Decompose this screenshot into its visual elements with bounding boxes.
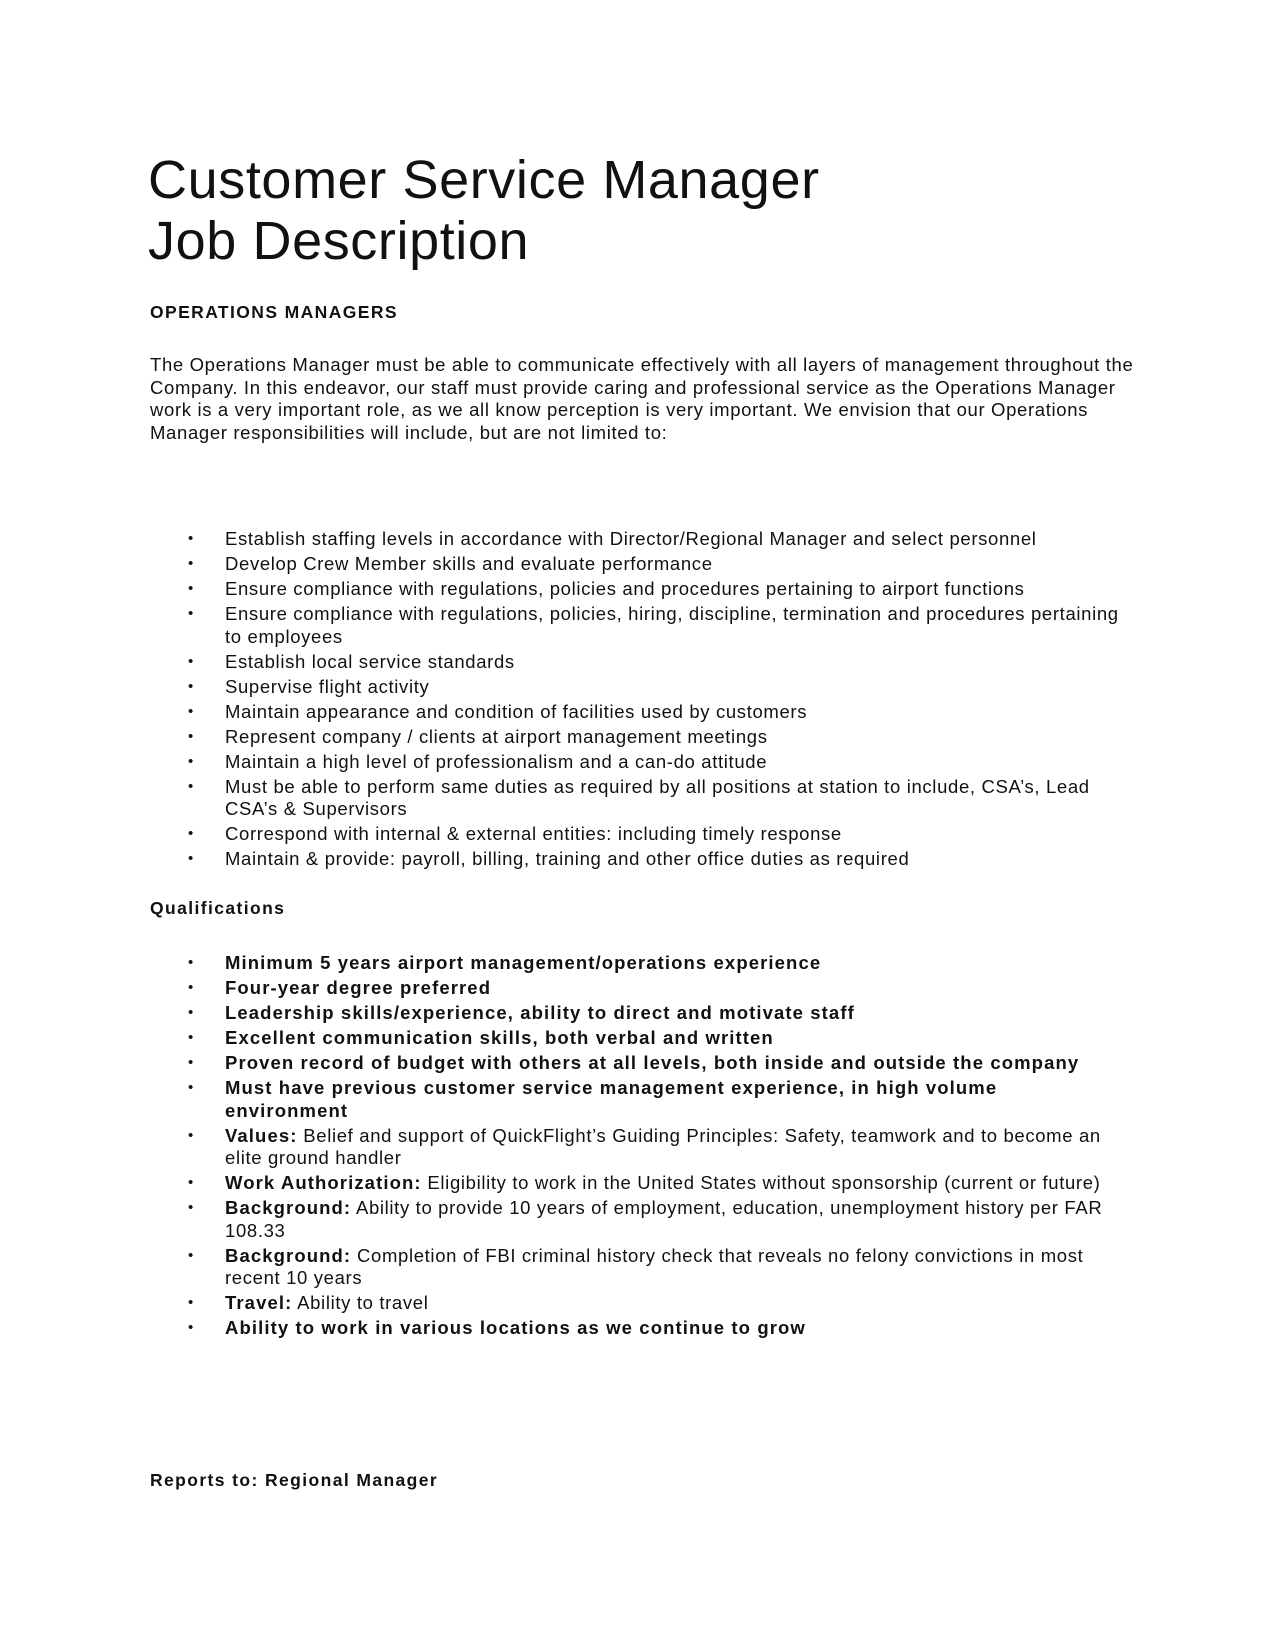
qualification-label: Background:	[225, 1244, 352, 1266]
responsibility-item	[150, 726, 1125, 749]
bullet-icon: •	[188, 652, 194, 670]
responsibility-item	[150, 553, 1125, 576]
responsibility-text: Establish local service standards	[225, 650, 515, 672]
bullet-icon: •	[188, 1004, 194, 1021]
qualification-item	[150, 952, 1125, 975]
qualification-label: Leadership skills/experience, ability to direct and motivate staff	[225, 1002, 855, 1023]
title-line-2: Job Description	[148, 211, 530, 271]
bullet-icon: •	[188, 727, 194, 745]
responsibility-text: Correspond with internal & external entities: including timely response	[225, 823, 842, 844]
responsibility-text: Maintain & provide: payroll, billing, training and other office duties as required	[225, 848, 910, 869]
bullet-icon: •	[188, 752, 194, 770]
bullet-icon: •	[188, 1294, 194, 1311]
qualification-text: Ability to travel	[292, 1292, 429, 1313]
qualification-item	[150, 1027, 1125, 1050]
bullet-icon: •	[188, 530, 194, 547]
qualification-item	[150, 1052, 1125, 1075]
bullet-icon: •	[188, 1246, 194, 1264]
responsibility-item	[150, 776, 1125, 821]
qualification-label: Work Authorization:	[225, 1172, 422, 1193]
bullet-icon: •	[188, 979, 194, 996]
qualification-text: Ability to provide 10 years of employment, education, unemployment history per FAR 108.33	[225, 1197, 1103, 1241]
responsibility-item	[150, 651, 1125, 674]
bullet-icon: •	[188, 850, 194, 867]
qualification-label: Ability to work in various locations as we continue to grow	[225, 1317, 806, 1338]
qualification-item	[150, 1125, 1125, 1170]
responsibility-item	[150, 848, 1125, 871]
section-heading-qualifications: Qualifications	[150, 898, 286, 918]
responsibility-item	[150, 528, 1125, 551]
bullet-icon: •	[188, 1054, 194, 1071]
document-title	[148, 150, 820, 272]
responsibilities-list	[150, 528, 1125, 873]
responsibility-text: Represent company / clients at airport management meetings	[225, 725, 768, 747]
qualification-label: Background:	[225, 1197, 352, 1218]
responsibility-text: Develop Crew Member skills and evaluate performance	[225, 553, 713, 574]
responsibility-text: Ensure compliance with regulations, policies and procedures pertaining to airport functions	[225, 578, 1025, 599]
bullet-icon: •	[188, 677, 194, 695]
responsibility-text: Ensure compliance with regulations, policies, hiring, discipline, termination and procedures pertaining to employees	[225, 603, 1119, 647]
qualification-item	[150, 1197, 1125, 1242]
bullet-icon: •	[188, 1126, 194, 1144]
qualification-label: Proven record of budget with others at all levels, both inside and outside the company	[225, 1052, 1080, 1073]
qualification-item	[150, 1002, 1125, 1025]
qualification-label: Minimum 5 years airport management/operations experience	[225, 952, 822, 973]
bullet-icon: •	[188, 605, 194, 622]
qualification-text: Completion of FBI criminal history check that reveals no felony convictions in most recent 10 years	[225, 1244, 1084, 1288]
qualification-item	[150, 1292, 1125, 1315]
qualification-item	[150, 977, 1125, 1000]
qualification-item	[150, 1077, 1125, 1122]
qualification-text: Eligibility to work in the United States without sponsorship (current or future)	[421, 1172, 1101, 1193]
responsibility-item	[150, 701, 1125, 724]
qualification-label: Four-year degree preferred	[225, 977, 492, 998]
qualification-text: Belief and support of QuickFlight’s Guiding Principles: Safety, teamwork and to become an elite ground handler	[225, 1124, 1101, 1168]
qualification-label: Values:	[225, 1124, 298, 1146]
section-heading-operations-managers: OPERATIONS MANAGERS	[150, 302, 398, 322]
qualification-label: Travel:	[225, 1292, 293, 1313]
qualification-label: Excellent communication skills, both verbal and written	[225, 1027, 774, 1048]
bullet-icon: •	[188, 1199, 194, 1216]
reports-to-line: Reports to: Regional Manager	[150, 1470, 439, 1490]
qualification-item	[150, 1172, 1125, 1195]
responsibility-item	[150, 603, 1125, 648]
qualification-label: Must have previous customer service management experience, in high volume environment	[225, 1077, 998, 1121]
responsibility-item	[150, 751, 1125, 774]
responsibility-item	[150, 578, 1125, 601]
bullet-icon: •	[188, 777, 194, 795]
qualification-item	[150, 1245, 1125, 1290]
responsibility-text: Establish staffing levels in accordance with Director/Regional Manager and select personnel	[225, 528, 1037, 549]
bullet-icon: •	[188, 580, 194, 597]
bullet-icon: •	[188, 954, 194, 971]
bullet-icon: •	[188, 1319, 194, 1336]
responsibility-text: Maintain appearance and condition of facilities used by customers	[225, 700, 808, 722]
responsibility-text: Supervise flight activity	[225, 675, 430, 697]
bullet-icon: •	[188, 555, 194, 572]
title-line-1: Customer Service Manager	[148, 150, 820, 210]
responsibility-item	[150, 823, 1125, 846]
bullet-icon: •	[188, 702, 194, 720]
responsibility-item	[150, 676, 1125, 699]
bullet-icon: •	[188, 1174, 194, 1191]
qualification-item	[150, 1317, 1125, 1340]
responsibility-text: Maintain a high level of professionalism and a can-do attitude	[225, 750, 768, 772]
bullet-icon: •	[188, 1029, 194, 1046]
bullet-icon: •	[188, 825, 194, 842]
bullet-icon: •	[188, 1079, 194, 1096]
qualifications-list	[150, 952, 1125, 1342]
responsibility-text: Must be able to perform same duties as required by all positions at station to include, CSA’s, Lead CSA’s & Supervisors	[225, 775, 1090, 819]
intro-paragraph: The Operations Manager must be able to communicate effectively with all layers of management throughout the Company. In this endeavor, our staff must provide caring and professional service as the Operations Manager work is a very important role, as we all know perception is very important. We envision that our Operations Manager responsibilities will include, but are not limited to:	[150, 354, 1134, 443]
